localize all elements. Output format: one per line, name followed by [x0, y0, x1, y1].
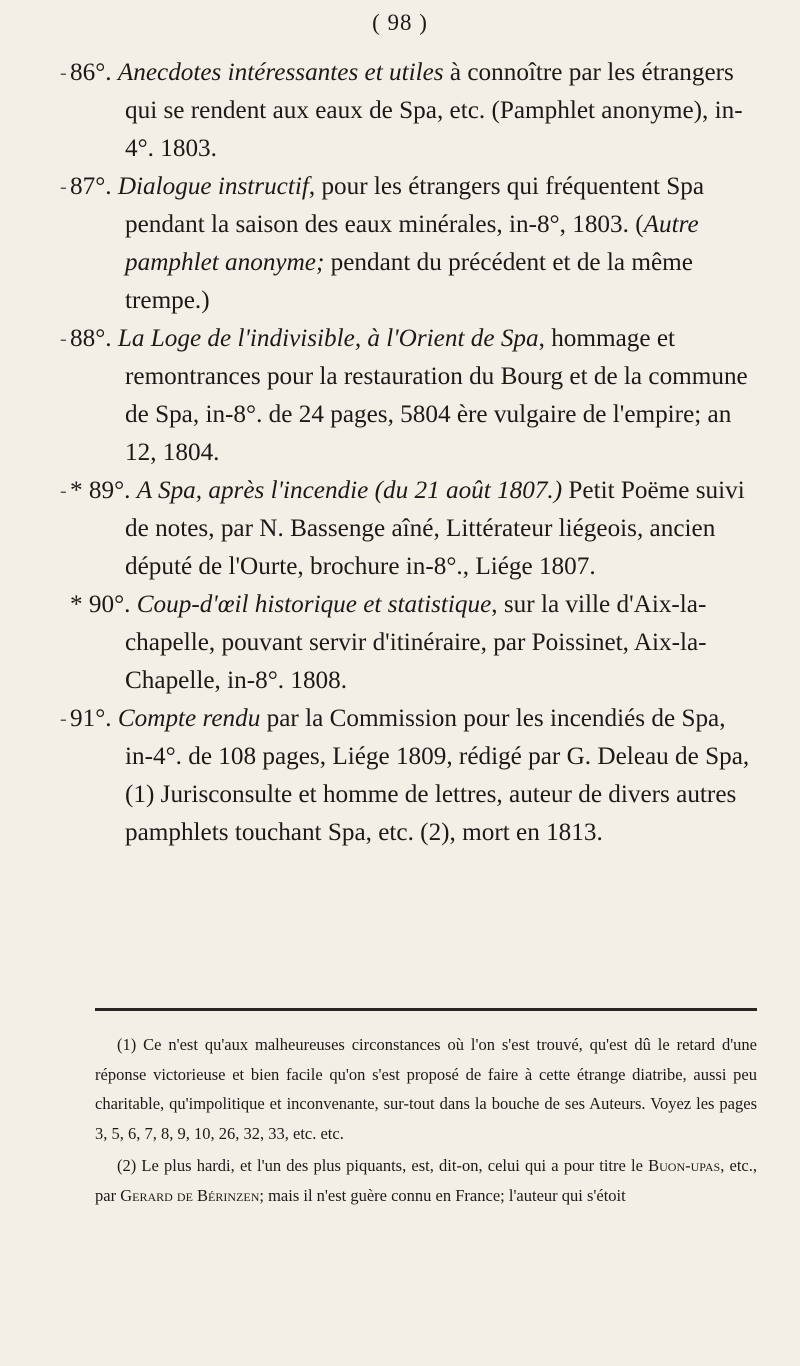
entry-text: , hommage et remontrances pour la restauration du Bourg et de la commune de Spa, in-8°. de 24 pages, 5804 ère vulgaire de l'empire; an 12, 1804.	[125, 325, 748, 466]
entry-title: Coup-d'œil historique et statistique	[136, 591, 492, 618]
bibliography-entries	[60, 54, 755, 852]
footnote-divider	[95, 1008, 757, 1011]
footnote-1: (1) Ce n'est qu'aux malheureuses circonstances où l'on s'est trouvé, qu'est dû le retard d'une réponse victorieuse et bien facile qu'on s'est proposé de faire à cette étrange diatribe, aussi peu charitable, qu'impolitique et inconvenante, sur-tout dans la bouche de ses Auteurs. Voyez les pages 3, 5, 6, 7, 8, 9, 10, 26, 32, 33, etc. etc.	[95, 1035, 757, 1143]
footnotes	[95, 1030, 757, 1213]
entry-number: * 89°.	[70, 477, 131, 504]
entry-90	[70, 586, 755, 700]
footnote-text: ; mais il n'est guère connu en France; l'auteur qui s'étoit	[259, 1185, 626, 1205]
entry-88	[60, 320, 755, 472]
margin-mark: -	[60, 176, 67, 198]
entry-89	[60, 472, 755, 586]
entry-number: 88°.	[70, 325, 112, 352]
footnote-smallcaps: Gerard de Bérinzen	[120, 1185, 260, 1205]
footnote-smallcaps: Buon-upas	[648, 1156, 721, 1175]
margin-mark: -	[60, 328, 67, 350]
footnote-text: , etc., par	[95, 1156, 758, 1205]
entry-title: Compte rendu	[117, 705, 261, 732]
footnote-2	[95, 1151, 757, 1210]
entry-title: Dialogue instructif	[117, 173, 309, 200]
entry-text-secondary: pendant du précédent et de la même trempe.)	[125, 249, 693, 314]
page-number: ( 98 )	[372, 10, 428, 35]
entry-title: Anecdotes intéressantes et utiles	[117, 59, 444, 86]
margin-mark: -	[60, 62, 67, 84]
entry-text: , pour les étrangers qui fréquentent Spa pendant la saison des eaux minérales, in-8°, 1803. (	[125, 173, 705, 238]
entry-text: à connoître par les étrangers qui se rendent aux eaux de Spa, etc. (Pamphlet anonyme), in-4°. 1803.	[125, 59, 743, 162]
entry-number: 91°.	[70, 705, 112, 732]
entry-86	[60, 54, 755, 168]
margin-mark: -	[60, 480, 67, 502]
entry-title: La Loge de l'indivisible, à l'Orient de Spa	[117, 325, 539, 352]
entry-number: 87°.	[70, 173, 112, 200]
entry-87	[60, 168, 755, 320]
entry-title-secondary: Autre pamphlet anonyme;	[125, 211, 699, 276]
entry-number: * 90°.	[70, 591, 131, 618]
margin-mark: -	[60, 708, 67, 730]
footnote-text: (2) Le plus hardi, et l'un des plus piquants, est, dit-on, celui qui a pour titre le	[117, 1156, 649, 1175]
entry-91	[60, 700, 755, 852]
entry-text: , sur la ville d'Aix-la-chapelle, pouvant servir d'itinéraire, par Poissinet, Aix-la-Chapelle, in-8°. 1808.	[125, 591, 707, 694]
entry-title: A Spa, après l'incendie (du 21 août 1807.)	[136, 477, 563, 504]
entry-number: 86°.	[70, 59, 112, 86]
entry-text: par la Commission pour les incendiés de Spa, in-4°. de 108 pages, Liége 1809, rédigé par G. Deleau de Spa, (1) Jurisconsulte et homme de lettres, auteur de divers autres pamphlets touchant Spa, etc. (2), mort en 1813.	[125, 705, 750, 846]
entry-text: Petit Poëme suivi de notes, par N. Bassenge aîné, Littérateur liégeois, ancien député de l'Ourte, brochure in-8°., Liége 1807.	[125, 477, 745, 580]
